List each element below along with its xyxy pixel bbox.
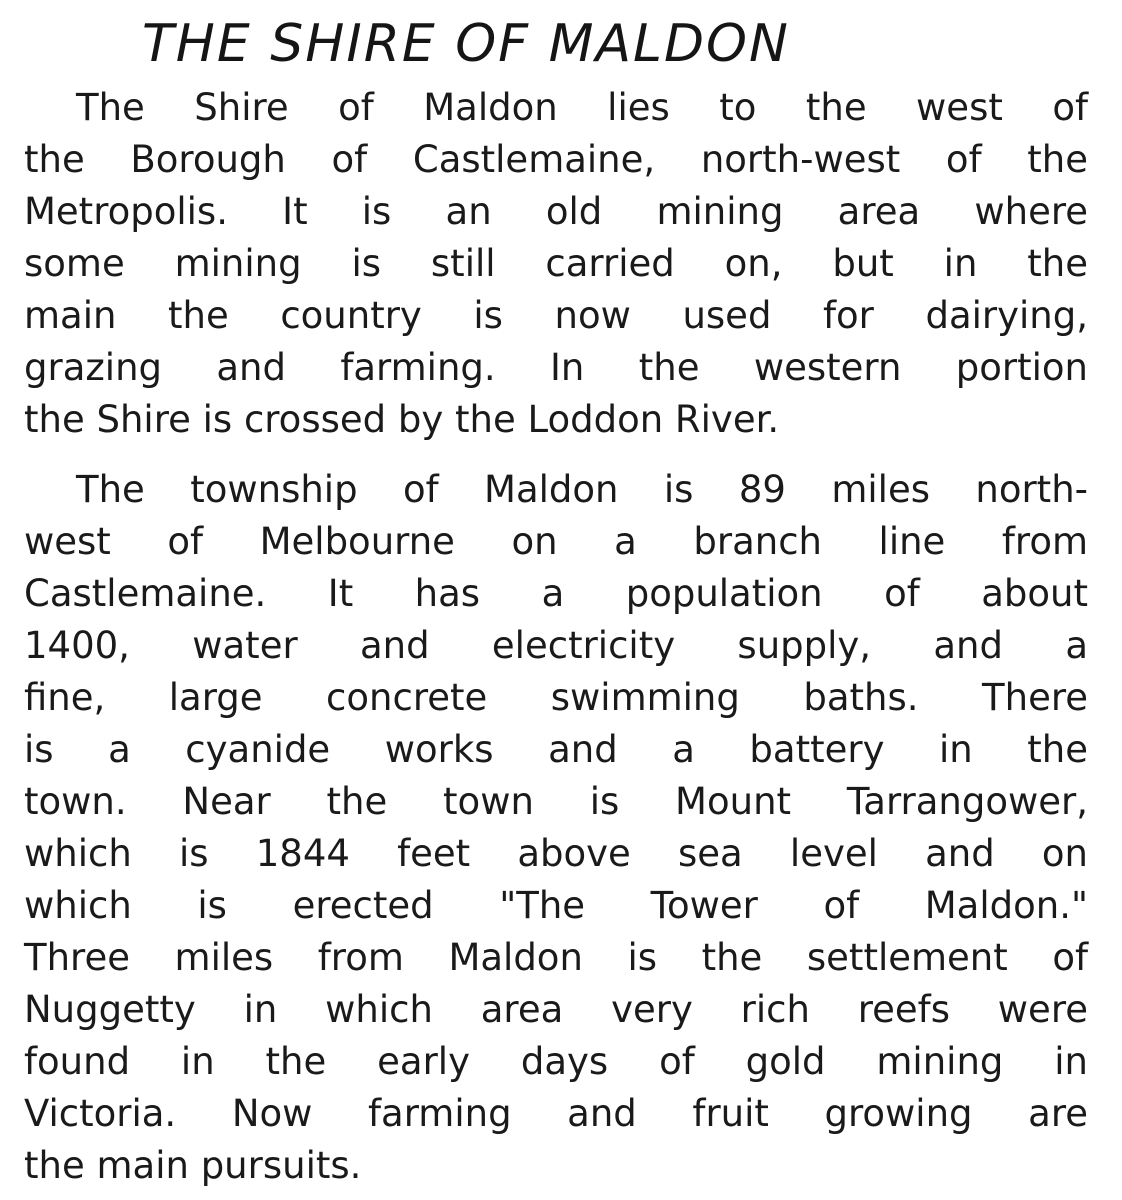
article-title: THE SHIRE OF MALDON (142, 14, 790, 74)
text-line: Metropolis. It is an old mining area where (24, 190, 1088, 233)
text-line: is a cyanide works and a battery in the (24, 728, 1088, 771)
text-line: found in the early days of gold mining in (24, 1040, 1088, 1083)
text-line: grazing and farming. In the western portion (24, 346, 1088, 389)
text-line: main the country is now used for dairying, (24, 294, 1088, 337)
text-line: The township of Maldon is 89 miles north- (76, 468, 1088, 511)
text-line: Nuggetty in which area very rich reefs were (24, 988, 1088, 1031)
text-line: west of Melbourne on a branch line from (24, 520, 1088, 563)
text-line: town. Near the town is Mount Tarrangower, (24, 780, 1088, 823)
text-line: the main pursuits. (24, 1144, 362, 1187)
text-line: the Borough of Castlemaine, north-west of the (24, 138, 1088, 181)
text-line: which is 1844 feet above sea level and on (24, 832, 1088, 875)
text-line: which is erected "The Tower of Maldon." (24, 884, 1088, 927)
paragraph-shire-overview (24, 82, 1088, 446)
article (24, 0, 1088, 1200)
text-line: the Shire is crossed by the Loddon River. (24, 398, 780, 441)
text-line: Three miles from Maldon is the settlement of (24, 936, 1088, 979)
text-line: some mining is still carried on, but in the (24, 242, 1088, 285)
text-line: The Shire of Maldon lies to the west of (76, 86, 1088, 129)
paragraph-township (24, 464, 1088, 1192)
text-line: Castlemaine. It has a population of about (24, 572, 1088, 615)
text-line: fine, large concrete swimming baths. There (24, 676, 1088, 719)
text-line: 1400, water and electricity supply, and a (24, 624, 1088, 667)
text-line: Victoria. Now farming and fruit growing are (24, 1092, 1088, 1135)
